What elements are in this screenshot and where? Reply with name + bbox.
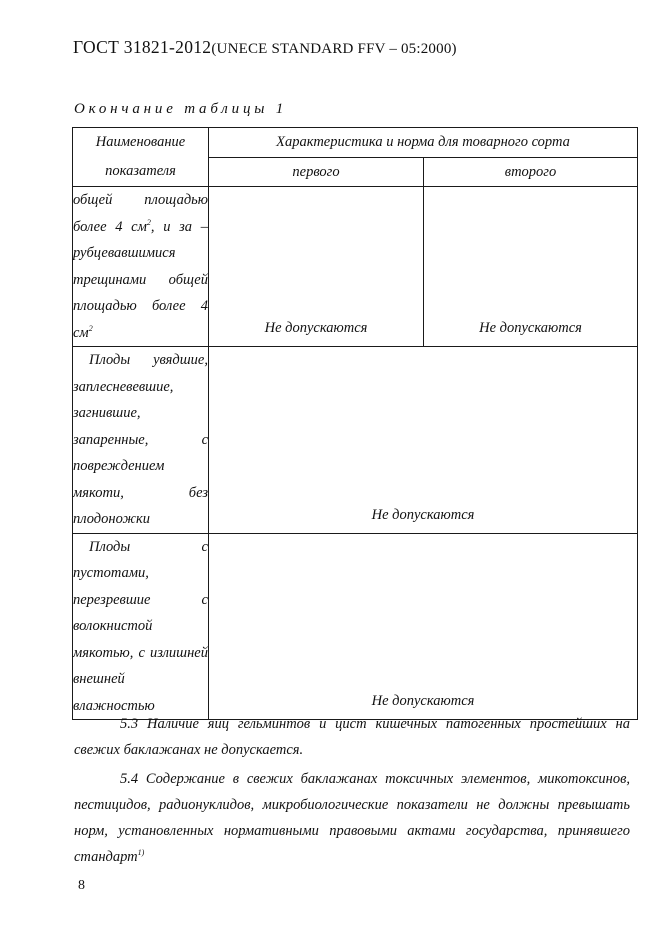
specification-table bbox=[72, 127, 638, 720]
unece-standard: (UNECE STANDARD FFV – 05:2000) bbox=[211, 41, 457, 57]
paragraph-5-4: 5.4 Содержание в свежих баклажанах токсичных элементов, микотоксинов, пестицидов, радионуклидов, микробиологические показатели не должны превышать норм, установленных нормативными правовыми актами государства, принявшего стандарт$^{1)}$ bbox=[74, 771, 630, 865]
subheader-second-grade: второго bbox=[424, 157, 638, 187]
row-2-name: Плоды увядшие, заплесневевшие, загнившие, запаренные, с повреждением мякоти, без плодоножки bbox=[73, 347, 209, 534]
column-header-characteristic: Характеристика и норма для товарного сорта bbox=[209, 128, 638, 158]
row-1-first-grade-value: Не допускаются bbox=[209, 187, 424, 347]
page-number: 8 bbox=[78, 878, 85, 893]
document-header bbox=[73, 37, 457, 58]
row-3-value: Не допускаются bbox=[209, 533, 638, 720]
paragraph-5-3: 5.3 Наличие яиц гельминтов и цист кишечных патогенных простейших на свежих баклажанах не допускается. bbox=[74, 716, 630, 758]
row-1-second-grade-value: Не допускаются bbox=[424, 187, 638, 347]
row-3-name: Плоды с пустотами, перезревшие с волокнистой мякотью, с излишней внешней влажностью bbox=[73, 533, 209, 720]
row-1-name: общей площадью более 4 $см^2$, и за – рубцевавшимися трещинами общей площадью более 4 $см^2$ bbox=[73, 187, 209, 347]
gost-number: ГОСТ 31821-2012 bbox=[73, 37, 212, 57]
row-2-value: Не допускаются bbox=[209, 347, 638, 534]
table-caption: Окончание таблицы 1 bbox=[74, 101, 288, 117]
footnote-mark: 1) bbox=[137, 848, 145, 858]
body-text bbox=[74, 711, 630, 870]
subheader-first-grade: первого bbox=[209, 157, 424, 187]
column-header-name: Наименование показателя bbox=[73, 128, 209, 187]
